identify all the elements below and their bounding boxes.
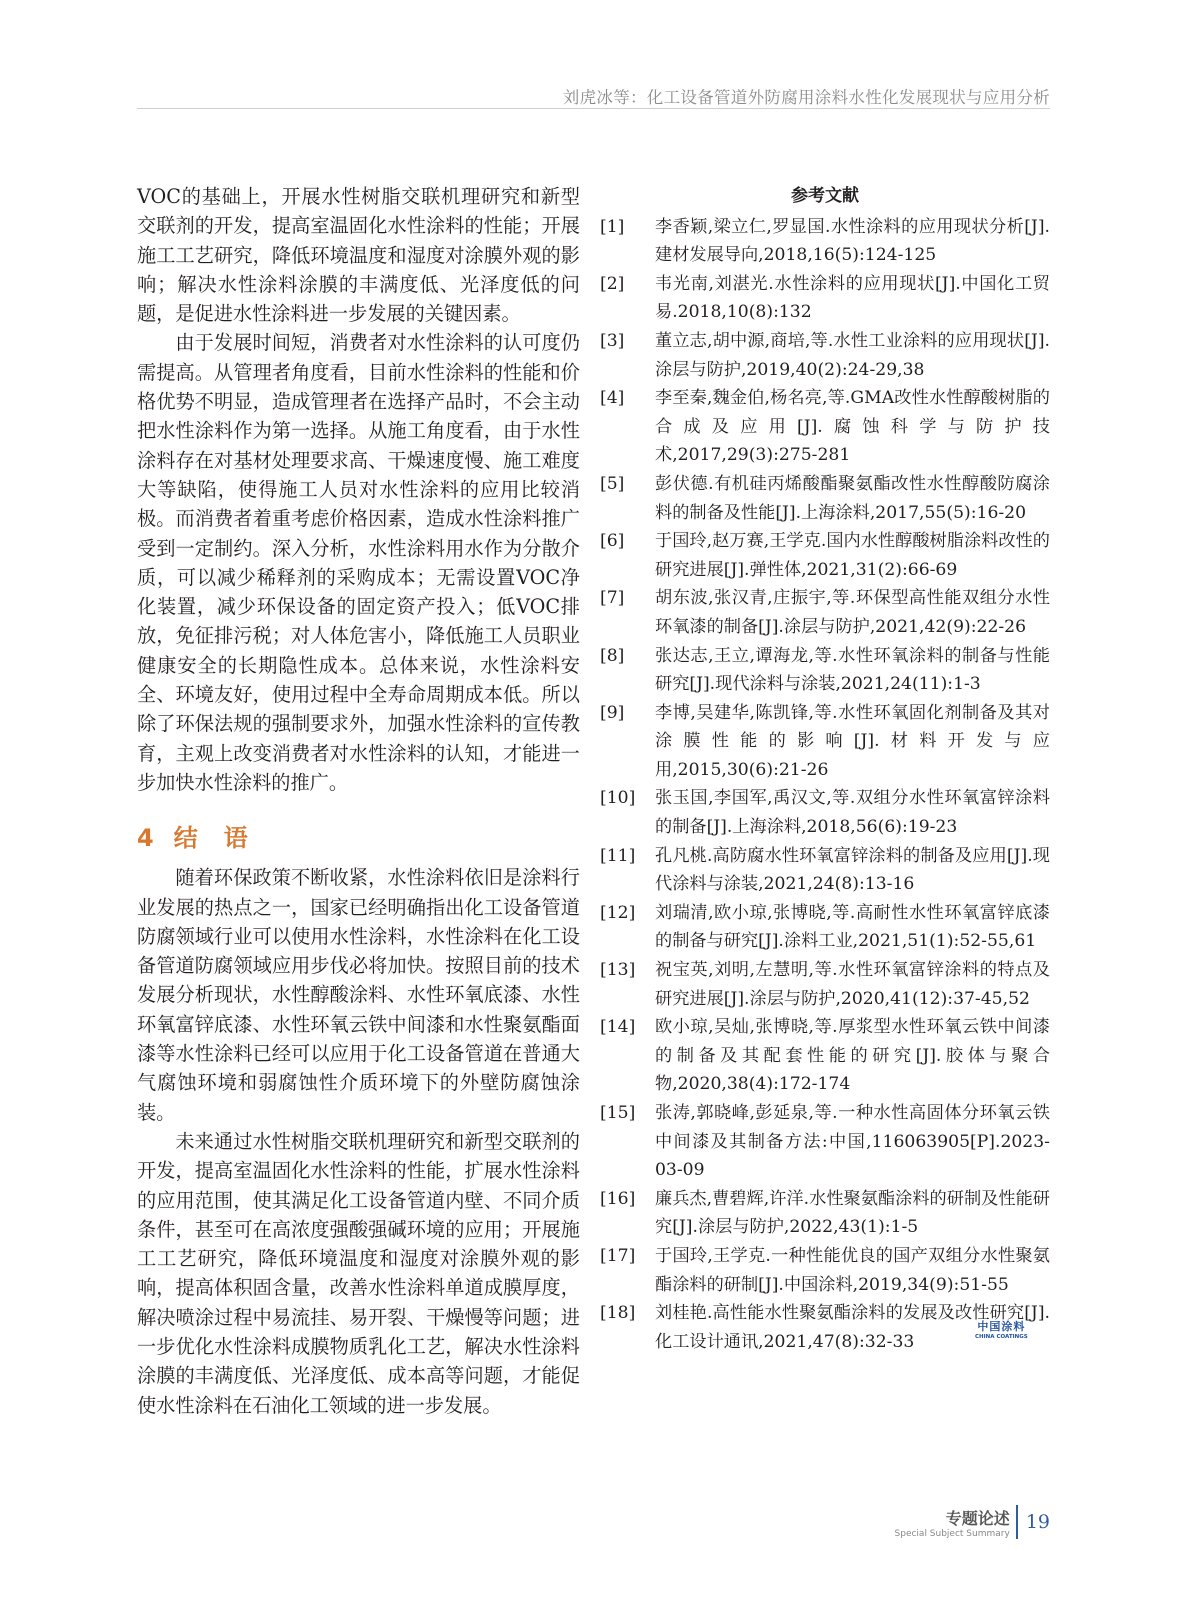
reference-number: [16] bbox=[600, 1188, 636, 1209]
reference-number: [4] bbox=[600, 388, 625, 409]
reference-text: 于国玲,王学克.一种性能优良的国产双组分水性聚氨酯涂料的研制[J].中国涂料,2019,34(9):51-55 bbox=[655, 1245, 1050, 1295]
reference-text: 刘桂艳.高性能水性聚氨酯涂料的发展及改性研究[J].化工设计通讯,2021,47(8):32-33 bbox=[655, 1303, 1050, 1352]
reference-item bbox=[600, 384, 1050, 470]
reference-text: 刘瑞清,欧小琼,张博晓,等.高耐性水性环氧富锌底漆的制备与研究[J].涂料工业,2021,51(1):52-55,61 bbox=[655, 902, 1050, 952]
reference-text: 胡东波,张汉青,庄振宇,等.环保型高性能双组分水性环氧漆的制备[J].涂层与防护,2021,42(9):22-26 bbox=[655, 588, 1050, 637]
reference-text: 李博,吴建华,陈凯锋,等.水性环氧固化剂制备及其对涂膜性能的影响[J].材料开发与应用,2015,30(6):21-26 bbox=[655, 702, 1050, 780]
reference-text: 于国玲,赵万赛,王学克.国内水性醇酸树脂涂料改性的研究进展[J].弹性体,2021,31(2):66-69 bbox=[655, 531, 1050, 580]
references-title: 参考文献 bbox=[791, 186, 859, 206]
reference-item bbox=[600, 470, 1050, 527]
body-paragraph: 随着环保政策不断收紧，水性涂料依旧是涂料行业发展的热点之一，国家已经明确指出化工设备管道防腐领域行业可以使用水性涂料，水性涂料在化工设备管道防腐领域应用步伐必将加快。按照目前的技术发展分析现状，水性醇酸涂料、水性环氧底漆、水性环氧富锌底漆、水性环氧云铁中间漆和水性聚氨酯面漆等水性涂料已经可以应用于化工设备管道在普通大气腐蚀环境和弱腐蚀性介质环境下的外壁防腐蚀涂装。 bbox=[137, 866, 580, 1124]
reference-number: [15] bbox=[600, 1103, 636, 1123]
reference-text: 张涛,郭晓峰,彭延泉,等.一种水性高固体分环氧云铁中间漆及其制备方法:中国,116063905[P].2023-03-09 bbox=[655, 1103, 1050, 1181]
section-title-char: 结 bbox=[173, 824, 198, 853]
reference-list bbox=[600, 213, 1050, 1357]
page-footer bbox=[895, 1505, 1050, 1539]
reference-number: [9] bbox=[600, 702, 625, 723]
header-divider bbox=[137, 108, 1050, 109]
left-column bbox=[137, 182, 580, 1420]
reference-number: [11] bbox=[600, 845, 636, 866]
reference-item bbox=[600, 642, 1050, 699]
reference-text: 李香颖,梁立仁,罗显国.水性涂料的应用现状分析[J].建材发展导向,2018,16(5):124-125 bbox=[655, 216, 1050, 266]
reference-text: 廉兵杰,曹碧辉,许洋.水性聚氨酯涂料的研制及性能研究[J].涂层与防护,2022,43(1):1-5 bbox=[655, 1188, 1050, 1238]
reference-text: 张达志,王立,谭海龙,等.水性环氧涂料的制备与性能研究[J].现代涂料与涂装,2021,24(11):1-3 bbox=[655, 645, 1050, 695]
reference-text: 彭伏德.有机硅丙烯酸酯聚氨酯改性水性醇酸防腐涂料的制备及性能[J].上海涂料,2017,55(5):16-20 bbox=[655, 473, 1050, 523]
reference-number: [13] bbox=[600, 960, 636, 981]
reference-number: [18] bbox=[600, 1303, 636, 1324]
section-title-char: 语 bbox=[223, 824, 248, 853]
reference-number: [7] bbox=[600, 588, 625, 609]
reference-number: [3] bbox=[600, 330, 625, 351]
section-number: 4 bbox=[137, 824, 154, 853]
reference-text: 韦光南,刘湛光.水性涂料的应用现状[J].中国化工贸易.2018,10(8):132 bbox=[655, 273, 1050, 323]
reference-item bbox=[600, 213, 1050, 270]
reference-number: [12] bbox=[600, 902, 636, 923]
reference-item bbox=[600, 899, 1050, 956]
reference-item bbox=[600, 956, 1050, 1013]
logo-cn: 中国涂料 bbox=[977, 1320, 1026, 1333]
reference-item bbox=[600, 327, 1050, 384]
reference-number: [17] bbox=[600, 1245, 636, 1266]
reference-item bbox=[600, 1185, 1050, 1242]
reference-text: 董立志,胡中源,商培,等.水性工业涂料的应用现状[J].涂层与防护,2019,40(2):24-29,38 bbox=[655, 330, 1050, 380]
reference-number: [5] bbox=[600, 473, 625, 494]
reference-item bbox=[600, 584, 1050, 641]
reference-number: [6] bbox=[600, 531, 625, 552]
reference-item bbox=[600, 784, 1050, 841]
body-paragraph: 未来通过水性树脂交联机理研究和新型交联剂的开发，提高室温固化水性涂料的性能，扩展水性涂料的应用范围，使其满足化工设备管道内壁、不同介质条件，甚至可在高浓度强酸强碱环境的应用；开展施工工艺研究，降低环境温度和湿度对涂膜外观的影响，提高体积固含量，改善水性涂料单道成膜厚度，解决喷涂过程中易流挂、易开裂、干燥慢等问题；进一步优化水性涂料成膜物质乳化工艺，解决水性涂料涂膜的丰满度低、光泽度低、成本高等问题，才能促使水性涂料在石油化工领域的进一步发展。 bbox=[137, 1129, 580, 1417]
footer-section-cn: 专题论述 bbox=[945, 1508, 1010, 1528]
reference-item bbox=[600, 842, 1050, 899]
body-paragraph: 由于发展时间短，消费者对水性涂料的认可度仍需提高。从管理者角度看，目前水性涂料的性能和价格优势不明显，造成管理者在选择产品时，不会主动把水性涂料作为第一选择。从施工角度看，由于水性涂料存在对基材处理要求高、干燥速度慢、施工难度大等缺陷，使得施工人员对水性涂料的应用比较消极。而消费者着重考虑价格因素，造成水性涂料推广受到一定制约。深入分析，水性涂料用水作为分散介质，可以减少稀释剂的采购成本；无需设置VOC净化装置，减少环保设备的固定资产投入；低VOC排放，免征排污税；对人体危害小，降低施工人员职业健康安全的长期隐性成本。总体来说，水性涂料安全、环境友好，使用过程中全寿命周期成本低。所以除了环保法规的强制要求外，加强水性涂料的宣传教育，主观上改变消费者对水性涂料的认知，才能进一步加快水性涂料的推广。 bbox=[137, 331, 580, 794]
section-heading bbox=[137, 821, 580, 855]
logo-en: CHINA COATINGS bbox=[975, 1334, 1028, 1340]
body-paragraph: VOC的基础上，开展水性树脂交联机理研究和新型交联剂的开发，提高室温固化水性涂料的性能；开展施工工艺研究，降低环境温度和湿度对涂膜外观的影响；解决水性涂料涂膜的丰满度低、光泽度低的问题，是促进水性涂料进一步发展的关键因素。 bbox=[137, 185, 580, 326]
reference-item bbox=[600, 1099, 1050, 1185]
reference-number: [14] bbox=[600, 1017, 636, 1038]
reference-text: 张玉国,李国军,禹汉文,等.双组分水性环氧富锌涂料的制备[J].上海涂料,2018,56(6):19-23 bbox=[655, 788, 1050, 838]
reference-number: [1] bbox=[600, 216, 625, 237]
reference-number: [10] bbox=[600, 788, 636, 809]
china-coatings-logo bbox=[975, 1318, 1028, 1340]
reference-item bbox=[600, 1242, 1050, 1299]
reference-number: [2] bbox=[600, 273, 625, 294]
footer-divider bbox=[1016, 1505, 1018, 1539]
reference-item bbox=[600, 527, 1050, 584]
references-section bbox=[600, 182, 1050, 1356]
running-head: 刘虎冰等：化工设备管道外防腐用涂料水性化发展现状与应用分析 bbox=[562, 88, 1050, 107]
reference-text: 欧小琼,吴灿,张博晓,等.厚浆型水性环氧云铁中间漆的制备及其配套性能的研究[J].胶体与聚合物,2020,38(4):172-174 bbox=[655, 1017, 1050, 1095]
reference-text: 李至秦,魏金伯,杨名亮,等.GMA改性水性醇酸树脂的合成及应用[J].腐蚀科学与防护技术,2017,29(3):275-281 bbox=[655, 388, 1050, 466]
reference-item bbox=[600, 270, 1050, 327]
reference-number: [8] bbox=[600, 645, 625, 666]
reference-text: 孔凡桃.高防腐水性环氧富锌涂料的制备及应用[J].现代涂料与涂装,2021,24(8):13-16 bbox=[655, 845, 1050, 895]
reference-item bbox=[600, 1013, 1050, 1099]
reference-item bbox=[600, 699, 1050, 785]
footer-section-en: Special Subject Summary bbox=[894, 1528, 1010, 1539]
page-number: 19 bbox=[1025, 1511, 1050, 1533]
reference-text: 祝宝英,刘明,左慧明,等.水性环氧富锌涂料的特点及研究进展[J].涂层与防护,2020,41(12):37-45,52 bbox=[655, 960, 1050, 1009]
